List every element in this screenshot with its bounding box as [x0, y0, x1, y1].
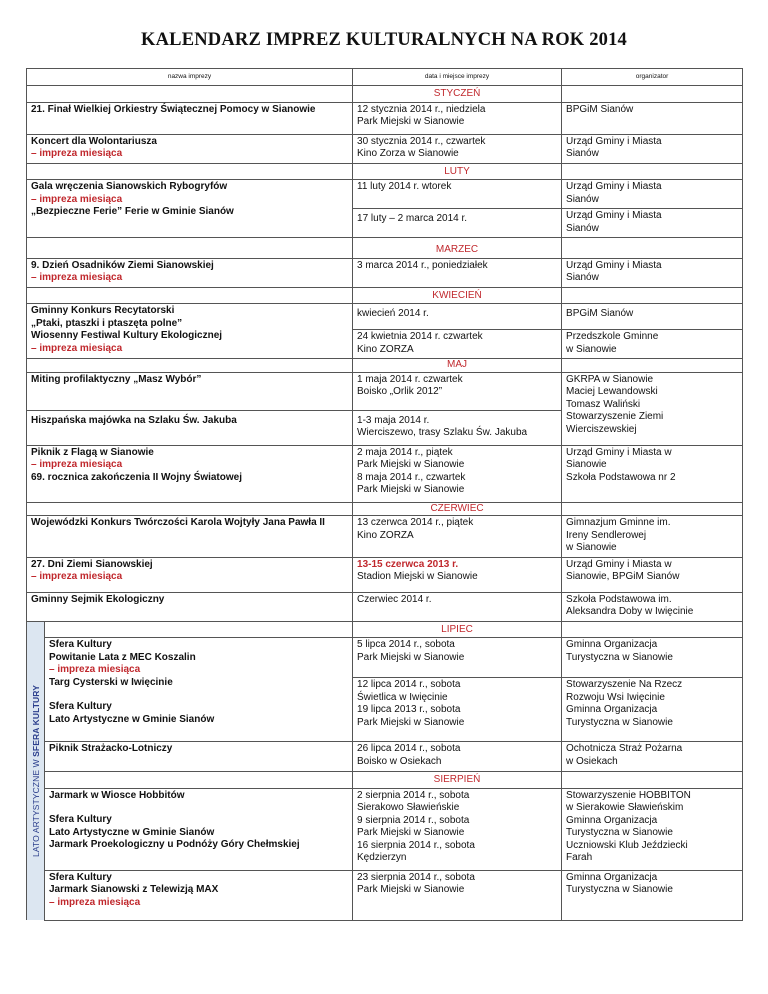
event-place: Park Miejski w Sianowie [357, 459, 465, 470]
event-organizer: Farah [566, 852, 593, 863]
event-date: 1-3 maja 2014 r. [357, 414, 430, 426]
month-label: KWIECIEŃ [432, 289, 482, 301]
event-organizer: Turystyczna w Sianowie [566, 827, 673, 838]
event-place: Park Miejski w Sianowie [357, 827, 465, 838]
event-tag: – impreza miesiąca [31, 272, 123, 283]
event-organizer: Ireny Sendlerowej [566, 529, 647, 541]
event-date: 2 sierpnia 2014 r., sobota [357, 789, 470, 801]
event-date: 23 sierpnia 2014 r., sobota [357, 871, 475, 883]
event-place: Park Miejski w Sianowie [357, 884, 465, 895]
event-name: „Ptaki, ptaszki i ptaszęta polne” [31, 317, 183, 329]
event-organizer: Uczniowski Klub Jeździecki [566, 839, 688, 851]
event-tag: – impreza miesiąca [31, 342, 123, 354]
month-label: SIERPIEŃ [433, 774, 481, 785]
event-name: Piknik z Flagą w Sianowie [31, 446, 154, 458]
event-tag: – impreza miesiąca [31, 193, 123, 205]
event-date: 30 stycznia 2014 r., czwartek [357, 135, 486, 147]
events-table [26, 68, 743, 921]
event-name: Gminny Sejmik Ekologiczny [27, 592, 353, 621]
event-name: „Bezpieczne Ferie” Ferie w Gminie Sianów [31, 206, 234, 217]
event-name: Jarmark Proekologiczny u Podnóży Góry Chełmskiej [49, 839, 300, 850]
event-place: Kino Zorza w Sianowie [357, 148, 459, 159]
event-organizer: Turystyczna w Sianowie [566, 716, 673, 728]
sidebar-label-prefix: LATO ARTYSTYCZNE W [30, 756, 41, 857]
event-name: 21. Finał Wielkiej Orkiestry Świątecznej Pomocy w Sianowie [27, 102, 353, 134]
event-tag: – impreza miesiąca [31, 571, 123, 582]
event-date: 24 kwietnia 2014 r. czwartek [357, 331, 483, 342]
event-organizer: Urząd Gminy i Miasta [566, 135, 662, 147]
header-organizer: organizator [562, 69, 743, 86]
event-date: 9 sierpnia 2014 r., sobota [357, 814, 470, 826]
event-place: Sierakowo Sławieńskie [357, 802, 460, 813]
event-name: Sfera Kultury [49, 871, 112, 883]
month-label: MARZEC [435, 244, 479, 255]
event-date: 12 lipca 2014 r., sobota [357, 679, 461, 690]
event-place: Park Miejski w Sianowie [357, 484, 465, 495]
event-tag: – impreza miesiąca [49, 664, 141, 675]
event-name: 27. Dni Ziemi Sianowskiej [31, 558, 153, 570]
sidebar-label [27, 621, 45, 920]
event-organizer: Gminna Organizacja [566, 814, 658, 826]
event-date: 19 lipca 2013 r., sobota [357, 704, 461, 715]
event-date: 17 luty – 2 marca 2014 r. [353, 209, 562, 238]
event-date: 1 maja 2014 r. czwartek [357, 373, 463, 385]
event-organizer: Szkoła Podstawowa nr 2 [566, 471, 676, 483]
event-tag: – impreza miesiąca [31, 148, 123, 159]
event-name: Sfera Kultury [49, 639, 112, 650]
event-organizer: Gminna Organizacja [566, 639, 658, 650]
event-tag: – impreza miesiąca [31, 459, 123, 470]
event-organizer: Sianowie, BPGiM Sianów [566, 571, 680, 582]
event-organizer: GKRPA w Sianowie [566, 373, 654, 385]
table-row [27, 788, 743, 870]
event-name: Lato Artystyczne w Gminie Sianów [49, 713, 215, 725]
event-organizer: Tomasz Waliński [566, 398, 641, 410]
table-row [27, 258, 743, 287]
event-date: 13-15 czerwca 2013 r. [357, 558, 459, 570]
event-tag: – impreza miesiąca [49, 896, 141, 908]
month-label: LUTY [444, 165, 470, 177]
event-organizer: Rozwoju Wsi Iwięcinie [566, 691, 665, 703]
event-date: 3 marca 2014 r., poniedziałek [353, 258, 562, 287]
event-place: Kędzierzyn [357, 852, 407, 863]
table-row [27, 516, 743, 558]
event-organizer: Stowarzyszenie HOBBITON [566, 789, 691, 801]
event-organizer: w Sierakowie Sławieńskim [566, 802, 684, 813]
header-row [27, 69, 743, 86]
event-name: Powitanie Lata z MEC Koszalin [49, 651, 196, 663]
event-date: 2 maja 2014 r., piątek [357, 446, 453, 458]
event-date: 5 lipca 2014 r., sobota [357, 639, 455, 650]
event-name: Miting profilaktyczny „Masz Wybór” [27, 372, 353, 410]
event-organizer: BPGiM Sianów [562, 304, 743, 330]
event-name: Wiosenny Festiwal Kultury Ekologicznej [31, 330, 223, 341]
event-organizer: w Sianowie [566, 343, 617, 355]
event-organizer: Gminna Organizacja [566, 871, 658, 883]
sidebar-label-bold: SFERA KULTURY [30, 684, 41, 757]
event-place: Kino ZORZA [357, 529, 414, 541]
header-date: data i miejsce imprezy [353, 69, 562, 86]
event-place: Park Miejski w Sianowie [357, 116, 465, 127]
event-place: Świetlica w Iwięcinie [357, 691, 448, 703]
month-row [27, 163, 743, 180]
event-name: Piknik Strażacko-Lotniczy [45, 742, 353, 772]
month-row [27, 621, 743, 638]
event-organizer: Urząd Gminy i Miasta w [566, 446, 672, 458]
month-row [27, 772, 743, 789]
event-date: Czerwiec 2014 r. [353, 592, 562, 621]
event-name: 9. Dzień Osadników Ziemi Sianowskiej [31, 259, 214, 271]
event-organizer: Turystyczna w Sianowie [566, 651, 673, 663]
event-organizer: Maciej Lewandowski [566, 386, 658, 397]
event-date: 8 maja 2014 r., czwartek [357, 471, 466, 483]
event-date: kwiecień 2014 r. [353, 304, 562, 330]
event-organizer: Przedszkole Gminne [566, 331, 659, 342]
event-name: Jarmark w Wiosce Hobbitów [49, 789, 185, 801]
event-organizer: BPGiM Sianów [562, 102, 743, 134]
event-organizer: Urząd Gminy i Miasta w [566, 558, 672, 570]
table-row [27, 557, 743, 592]
event-organizer: Turystyczna w Sianowie [566, 884, 673, 895]
event-organizer: w Osiekach [566, 755, 618, 767]
table-row [27, 638, 743, 678]
month-label: CZERWIEC [430, 502, 484, 514]
table-row [27, 445, 743, 502]
event-organizer: Szkoła Podstawowa im. [566, 593, 672, 605]
event-place: Stadion Miejski w Sianowie [357, 571, 478, 582]
table-row [27, 304, 743, 330]
event-organizer: Sianów [566, 148, 599, 159]
header-name: nazwa imprezy [27, 69, 353, 86]
event-date: 26 lipca 2014 r., sobota [357, 743, 461, 754]
month-label: MAJ [447, 359, 468, 370]
event-organizer: Ochotnicza Straż Pożarna [566, 743, 683, 754]
event-organizer: Stowarzyszenie Ziemi [566, 411, 664, 422]
event-name: Sfera Kultury [49, 701, 112, 712]
event-place: Park Miejski w Sianowie [357, 651, 465, 663]
event-organizer: Sianowie [566, 459, 607, 470]
month-row [27, 502, 743, 516]
table-row [27, 742, 743, 772]
table-row [27, 372, 743, 410]
event-place: Kino ZORZA [357, 343, 414, 355]
table-row [27, 870, 743, 920]
event-name: Targ Cysterski w Iwięcinie [49, 676, 173, 688]
event-organizer: Gimnazjum Gminne im. [566, 517, 671, 528]
event-name: Koncert dla Wolontariusza [31, 135, 157, 147]
event-organizer: Sianów [566, 193, 599, 205]
event-date: 12 stycznia 2014 r., niedziela [357, 103, 486, 115]
event-name: 69. rocznica zakończenia II Wojny Światowej [31, 471, 242, 483]
table-row [27, 102, 743, 134]
page-title: KALENDARZ IMPREZ KULTURALNYCH NA ROK 2014 [141, 30, 627, 50]
event-organizer: Gminna Organizacja [566, 704, 658, 715]
month-label: LIPIEC [441, 623, 473, 635]
month-row [27, 287, 743, 304]
event-organizer: Aleksandra Doby w Iwięcinie [566, 606, 694, 617]
event-name: Hiszpańska majówka na Szlaku Św. Jakuba [27, 410, 353, 445]
event-organizer: Sianów [566, 272, 599, 283]
event-date: 11 luty 2014 r. wtorek [353, 180, 562, 209]
event-date: 13 czerwca 2014 r., piątek [357, 517, 474, 528]
event-place: Boisko w Osiekach [357, 755, 442, 767]
table-row [27, 180, 743, 209]
event-name: Gala wręczenia Sianowskich Rybogryfów [31, 181, 228, 192]
event-name: Jarmark Sianowski z Telewizją MAX [49, 884, 219, 895]
event-place: Wierciszewo, trasy Szlaku Św. Jakuba [357, 427, 528, 438]
event-organizer: Urząd Gminy i Miasta [566, 181, 662, 192]
month-row [27, 238, 743, 259]
event-name: Wojewódzki Konkurs Twórczości Karola Wojtyły Jana Pawła II [27, 516, 353, 558]
table-row [27, 592, 743, 621]
event-organizer: Urząd Gminy i Miasta [566, 210, 662, 221]
event-name: Sfera Kultury [49, 814, 112, 825]
event-date: 16 sierpnia 2014 r., sobota [357, 839, 475, 851]
month-row [27, 359, 743, 373]
event-organizer: Stowarzyszenie Na Rzecz [566, 679, 683, 690]
event-organizer: Wierciszewskiej [566, 423, 637, 435]
event-organizer: w Sianowie [566, 542, 617, 553]
event-place: Boisko „Orlik 2012” [357, 386, 443, 397]
table-row [27, 134, 743, 163]
event-organizer: Urząd Gminy i Miasta [566, 259, 662, 271]
month-label: STYCZEŃ [433, 88, 481, 99]
event-name: Gminny Konkurs Recytatorski [31, 305, 175, 316]
event-place: Park Miejski w Sianowie [357, 716, 465, 728]
event-organizer: Sianów [566, 222, 599, 234]
event-name: Lato Artystyczne w Gminie Sianów [49, 826, 215, 838]
month-row [27, 86, 743, 103]
